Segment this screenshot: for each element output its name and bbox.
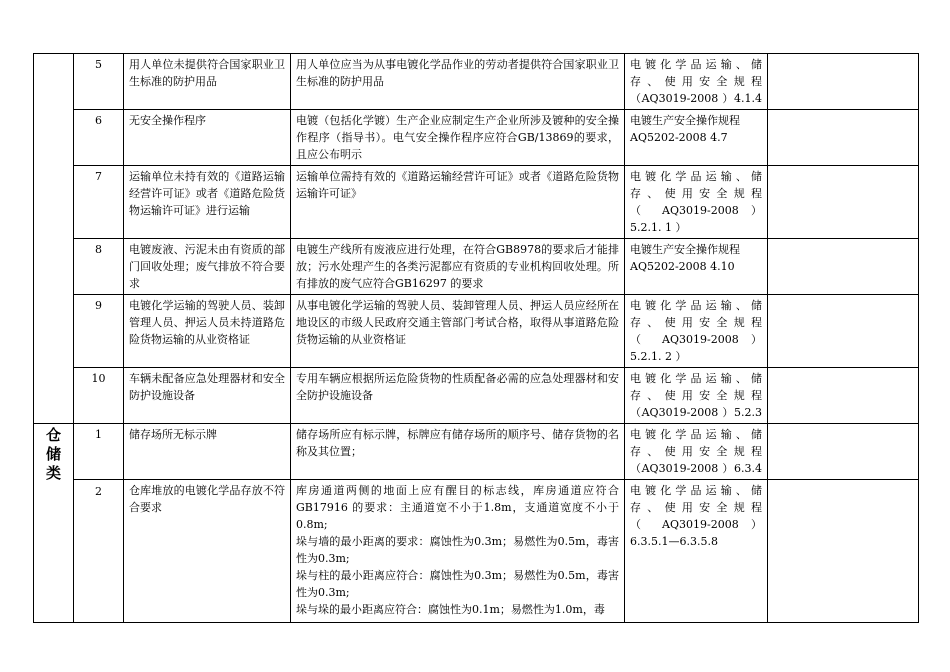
note-cell — [768, 54, 919, 110]
requirement-cell: 用人单位应当为从事电镀化学品作业的劳动者提供符合国家职业卫生标准的防护用品 — [291, 54, 625, 110]
reference-line: 电镀化学品运输、储 — [630, 299, 762, 312]
issue-cell: 电镀化学运输的驾驶人员、装卸管理人员、押运人员未持道路危险货物运输的从业资格证 — [124, 295, 291, 368]
table-row — [34, 54, 919, 110]
reference-line: 电镀生产安全操作规程 — [630, 243, 740, 256]
row-number: 6 — [74, 110, 124, 166]
reference-line: （ AQ3019-2008 ） — [630, 518, 762, 531]
reference-cell — [625, 110, 768, 166]
reference-line: 存、使用安全规程 — [630, 316, 762, 329]
note-cell — [768, 295, 919, 368]
table-row — [34, 424, 919, 480]
reference-line: 电镀化学品运输、储 — [630, 170, 762, 183]
requirement-cell: 从事电镀化学运输的驾驶人员、装卸管理人员、押运人员应经所在地设区的市级人民政府交通主管部门考试合格，取得从事道路危险货物运输的从业资格证 — [291, 295, 625, 368]
note-cell — [768, 166, 919, 239]
reference-cell — [625, 480, 768, 623]
category-cell-storage — [34, 424, 74, 623]
row-number: 1 — [74, 424, 124, 480]
reference-line: AQ5202-2008 4.10 — [630, 260, 735, 273]
category-cell-top — [34, 54, 74, 424]
reference-line: （AQ3019-2008 ）4.1.4 — [630, 92, 762, 105]
reference-line: 存、使用安全规程 — [630, 389, 762, 402]
table-row — [34, 110, 919, 166]
issue-cell: 车辆未配备应急处理器材和安全防护设施设备 — [124, 368, 291, 424]
row-number: 2 — [74, 480, 124, 623]
requirement-line: 垛与垛的最小距离应符合：腐蚀性为0.1m；易燃性为1.0m，毒 — [296, 603, 605, 616]
row-number: 8 — [74, 239, 124, 295]
issue-cell: 无安全操作程序 — [124, 110, 291, 166]
issue-cell: 储存场所无标示牌 — [124, 424, 291, 480]
reference-line: 存、使用安全规程 — [630, 75, 762, 88]
reference-line: 电镀生产安全操作规程 — [630, 114, 740, 127]
requirement-line: 库房通道两侧的地面上应有醒目的标志线，库房通道应符合GB17916 的要求：主通道宽不小于1.8m，支通道宽度不小于0.8m; — [296, 484, 619, 531]
reference-line: AQ5202-2008 4.7 — [630, 131, 728, 144]
reference-cell — [625, 166, 768, 239]
requirement-cell: 电镀（包括化学镀）生产企业应制定生产企业所涉及镀种的安全操作程序（指导书）。电气安全操作程序应符合GB/13869的要求，且应公布明示 — [291, 110, 625, 166]
reference-line: 电镀化学品运输、储 — [630, 484, 762, 497]
category-label: 仓储类 — [45, 426, 61, 482]
reference-line: 存、使用安全规程 — [630, 445, 762, 458]
table-row — [34, 480, 919, 623]
issue-cell: 电镀废液、污泥未由有资质的部门回收处理；废气排放不符合要求 — [124, 239, 291, 295]
reference-cell — [625, 424, 768, 480]
row-number: 9 — [74, 295, 124, 368]
row-number: 5 — [74, 54, 124, 110]
reference-line: 电镀化学品运输、储 — [630, 428, 762, 441]
reference-line: 5.2.1. 1 ） — [630, 221, 687, 234]
reference-line: （AQ3019-2008 ）6.3.4 — [630, 462, 762, 475]
table-row — [34, 166, 919, 239]
note-cell — [768, 110, 919, 166]
reference-line: 电镀化学品运输、储 — [630, 372, 762, 385]
note-cell — [768, 480, 919, 623]
reference-line: 存、使用安全规程 — [630, 501, 762, 514]
table-row — [34, 239, 919, 295]
reference-cell — [625, 295, 768, 368]
requirement-cell: 电镀生产线所有废液应进行处理，在符合GB8978的要求后才能排放；污水处理产生的各类污泥都应有资质的专业机构回收处理。所有排放的废气应符合GB16297 的要求 — [291, 239, 625, 295]
reference-line: 电镀化学品运输、储 — [630, 58, 762, 71]
reference-line: （ AQ3019-2008 ） — [630, 204, 762, 217]
note-cell — [768, 368, 919, 424]
requirement-cell: 专用车辆应根据所运危险货物的性质配备必需的应急处理器材和安全防护设施设备 — [291, 368, 625, 424]
row-number: 10 — [74, 368, 124, 424]
issue-cell: 仓库堆放的电镀化学品存放不符合要求 — [124, 480, 291, 623]
reference-cell — [625, 239, 768, 295]
reference-cell — [625, 368, 768, 424]
reference-line: 存、使用安全规程 — [630, 187, 762, 200]
requirement-cell: 储存场所应有标示牌，标牌应有储存场所的顺序号、储存货物的名称及其位置； — [291, 424, 625, 480]
reference-line: （ AQ3019-2008 ） — [630, 333, 762, 346]
requirement-cell: 运输单位需持有效的《道路运输经营许可证》或者《道路危险货物运输许可证》 — [291, 166, 625, 239]
table-row — [34, 368, 919, 424]
issue-cell: 运输单位未持有效的《道路运输经营许可证》或者《道路危险货物运输许可证》进行运输 — [124, 166, 291, 239]
note-cell — [768, 239, 919, 295]
hazard-check-table — [33, 53, 919, 623]
row-number: 7 — [74, 166, 124, 239]
reference-cell — [625, 54, 768, 110]
reference-line: 6.3.5.1—6.3.5.8 — [630, 535, 718, 548]
reference-line: （AQ3019-2008 ）5.2.3 — [630, 406, 762, 419]
issue-cell: 用人单位未提供符合国家职业卫生标准的防护用品 — [124, 54, 291, 110]
table-row — [34, 295, 919, 368]
requirement-line: 垛与墙的最小距离的要求：腐蚀性为0.3m；易燃性为0.5m，毒害性为0.3m; — [296, 535, 619, 565]
requirement-cell — [291, 480, 625, 623]
note-cell — [768, 424, 919, 480]
reference-line: 5.2.1. 2 ） — [630, 350, 687, 363]
requirement-line: 垛与柱的最小距离应符合：腐蚀性为0.3m；易燃性为0.5m，毒害性为0.3m; — [296, 569, 619, 599]
